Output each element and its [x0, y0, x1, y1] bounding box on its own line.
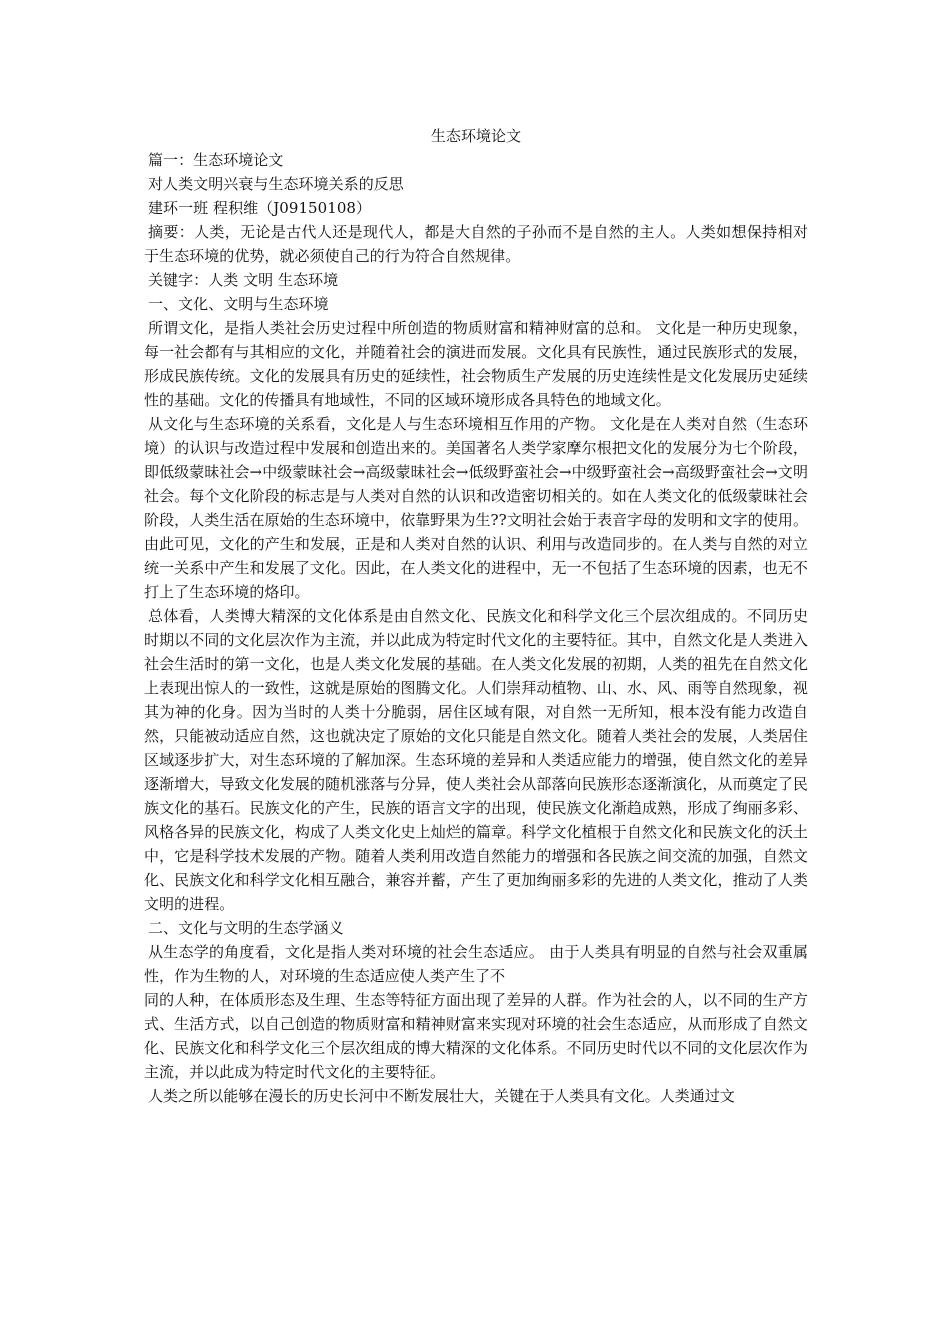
author-line: 建环一班 程积维（J09150108）	[148, 199, 372, 217]
section-2-paragraph-2: 人类之所以能够在漫长的历史长河中不断发展壮大，关键在于人类具有文化。人类通过文	[148, 1087, 735, 1105]
section-2-paragraph-1-continuation: 同的人种，在体质形态及生理、生态等特征方面出现了差异的人群。作为社会的人，以不同的生产方式、生活方式，以自己创造的物质财富和精神财富来实现对环境的社会生态适应，从而形成了自然文化、民族文化和科学文化三个层次组成的博大精深的文化体系。不同历史时代以不同的文化层次作为主流，并以此成为特定时代文化的主要特征。	[144, 991, 808, 1081]
document-page	[144, 124, 808, 1108]
abstract-paragraph: 摘要：人类，无论是古代人还是现代人，都是大自然的子孙而不是自然的主人。人类如想保持相对于生态环境的优势，就必须使自己的行为符合自然规律。	[144, 223, 808, 265]
section-1-paragraph-2: 从文化与生态环境的关系看，文化是人与生态环境相互作用的产物。 文化是在人类对自然（生态环境）的认识与改造过程中发展和创造出来的。美国著名人类学家摩尔根把文化的发展分为七个阶段，即低级蒙昧社会→中级蒙昧社会→高级蒙昧社会→低级野蛮社会→中级野蛮社会→高级野蛮社会→文明社会。每个文化阶段的标志是与人类对自然的认识和改造密切相关的。如在人类文化的低级蒙昧社会阶段，人类生活在原始的生态环境中，依靠野果为生??文明社会始于表音字母的发明和文字的使用。由此可见，文化的产生和发展，正是和人类对自然的认识、利用与改造同步的。在人类与自然的对立统一关系中产生和发展了文化。因此，在人类文化的进程中，无一不包括了生态环境的因素，也无不打上了生态环境的烙印。	[144, 415, 808, 601]
article-subtitle: 对人类文明兴衰与生态环境关系的反思	[148, 175, 404, 193]
section-2-heading: 二、文化与文明的生态学涵义	[148, 919, 344, 937]
section-2-paragraph-1: 从生态学的角度看，文化是指人类对环境的社会生态适应。 由于人类具有明显的自然与社会双重属性，作为生物的人，对环境的生态适应使人类产生了不	[144, 943, 808, 985]
document-title: 生态环境论文	[430, 127, 522, 145]
section-1-heading: 一、文化、文明与生态环境	[148, 295, 329, 313]
keywords-line: 关键字：人类 文明 生态环境	[148, 271, 339, 289]
section-1-paragraph-1: 所谓文化，是指人类社会历史过程中所创造的物质财富和精神财富的总和。 文化是一种历史现象，每一社会都有与其相应的文化，并随着社会的演进而发展。文化具有民族性，通过民族形式的发展，形成民族传统。文化的发展具有历史的延续性，社会物质生产发展的历史连续性是文化发展历史延续性的基础。文化的传播具有地域性，不同的区域环境形成各具特色的地域文化。	[144, 319, 808, 409]
part-heading: 篇一：生态环境论文	[148, 151, 284, 169]
section-1-paragraph-3: 总体看，人类博大精深的文化体系是由自然文化、民族文化和科学文化三个层次组成的。不同历史时期以不同的文化层次作为主流，并以此成为特定时代文化的主要特征。其中，自然文化是人类进入社会生活时的第一文化，也是人类文化发展的基础。在人类文化发展的初期，人类的祖先在自然文化上表现出惊人的一致性，这就是原始的图腾文化。人们崇拜动植物、山、水、风、雨等自然现象，视其为神的化身。因为当时的人类十分脆弱，居住区域有限，对自然一无所知，根本没有能力改造自然，只能被动适应自然，这也就决定了原始的文化只能是自然文化。随着人类社会的发展，人类居住区域逐步扩大，对生态环境的了解加深。生态环境的差异和人类适应能力的增强，使自然文化的差异逐渐增大，导致文化发展的随机涨落与分异，使人类社会从部落向民族形态逐渐演化，从而奠定了民族文化的基石。民族文化的产生，民族的语言文字的出现，使民族文化渐趋成熟，形成了绚丽多彩、风格各异的民族文化，构成了人类文化史上灿烂的篇章。科学文化植根于自然文化和民族文化的沃土中，它是科学技术发展的产物。随着人类利用改造自然能力的增强和各民族之间交流的加强，自然文化、民族文化和科学文化相互融合，兼容并蓄，产生了更加绚丽多彩的先进的人类文化，推动了人类文明的进程。	[144, 607, 808, 913]
